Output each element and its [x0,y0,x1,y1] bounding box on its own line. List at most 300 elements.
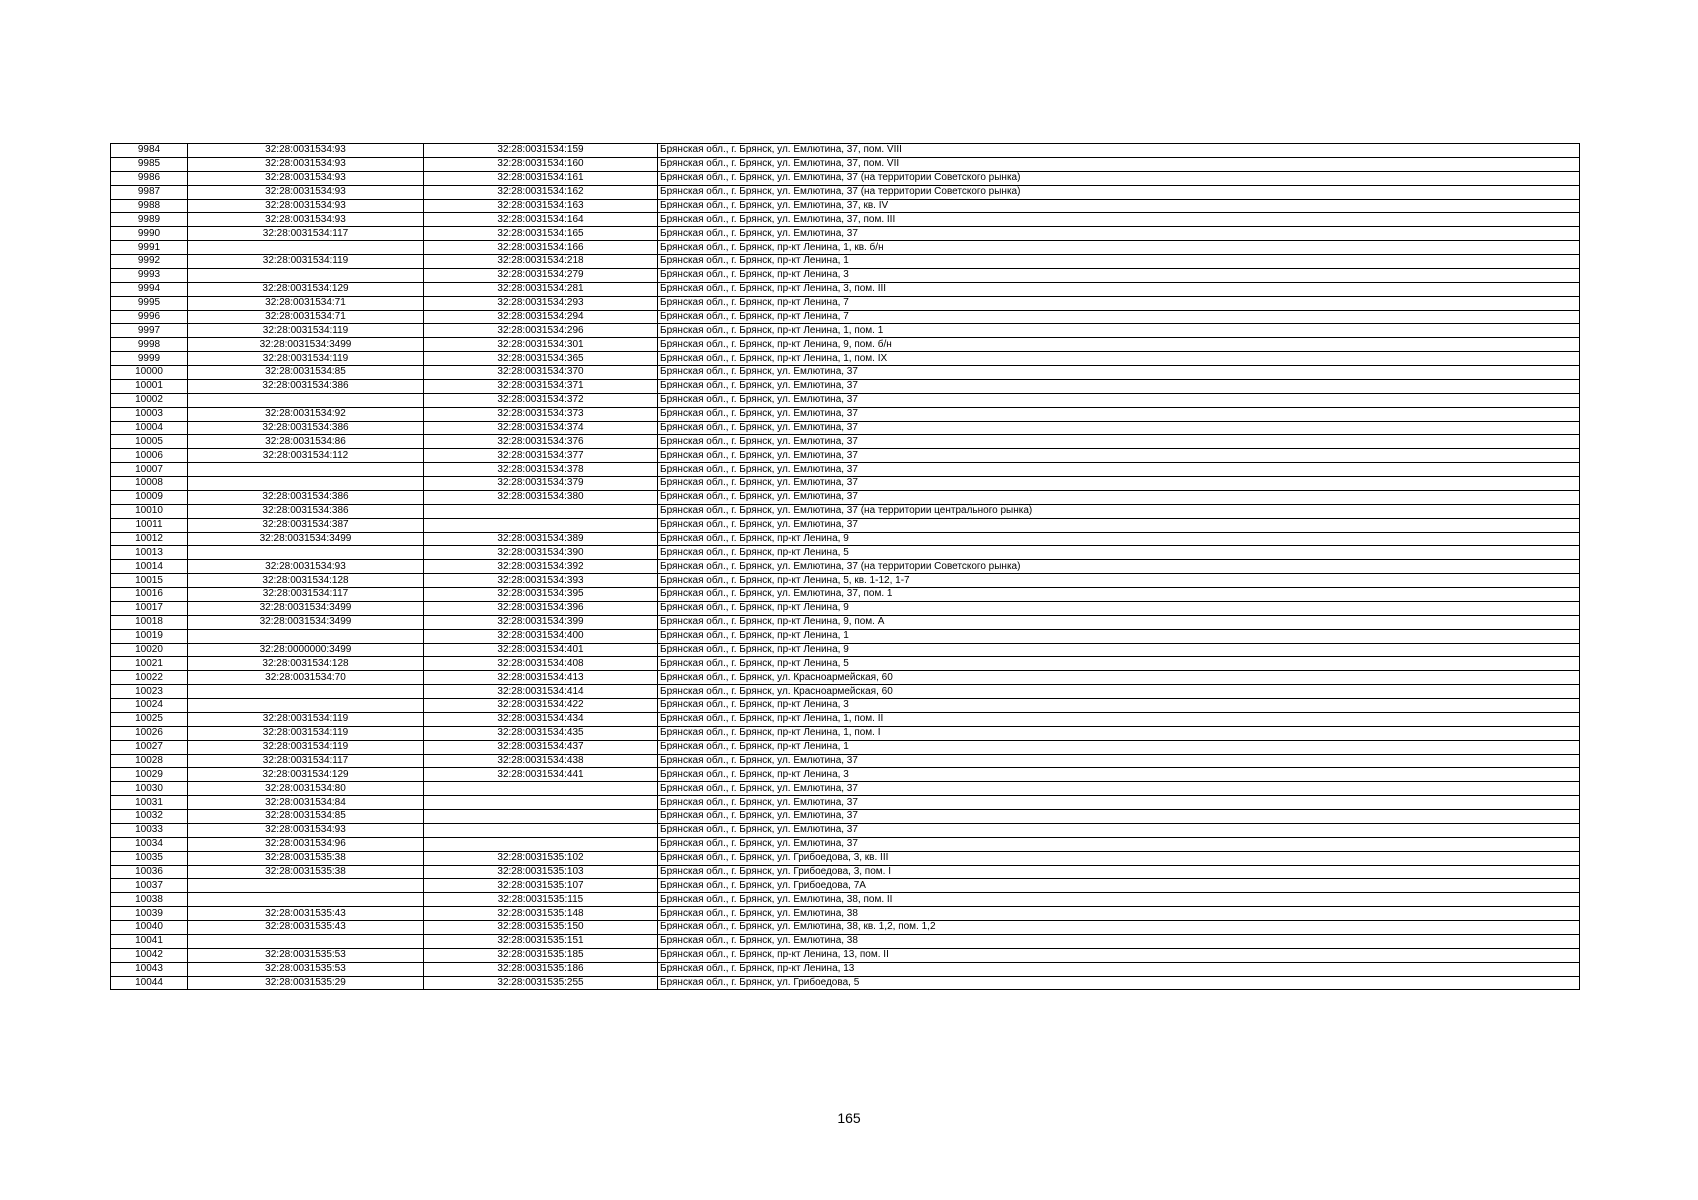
address-cell: Брянская обл., г. Брянск, пр-кт Ленина, 13, пом. II [658,948,1580,962]
address-cell: Брянская обл., г. Брянск, пр-кт Ленина, 1, кв. б/н [658,241,1580,255]
table-row [111,310,1580,324]
table-row [111,255,1580,269]
row-number-cell: 10042 [111,948,188,962]
row-number-cell: 10039 [111,907,188,921]
table-row [111,241,1580,255]
address-cell: Брянская обл., г. Брянск, пр-кт Ленина, 5, кв. 1-12, 1-7 [658,574,1580,588]
row-number-cell: 10003 [111,407,188,421]
cadastral-number-cell: 32:28:0031534:438 [424,754,658,768]
address-cell: Брянская обл., г. Брянск, ул. Емлютина, 37, пом. VII [658,157,1580,171]
parent-cadastral-number-cell: 32:28:0031534:119 [188,726,424,740]
table-row [111,921,1580,935]
table-row [111,685,1580,699]
row-number-cell: 9984 [111,144,188,158]
cadastral-number-cell: 32:28:0031535:103 [424,865,658,879]
table-row [111,865,1580,879]
parent-cadastral-number-cell: 32:28:0031534:93 [188,144,424,158]
cadastral-number-cell: 32:28:0031535:115 [424,893,658,907]
parent-cadastral-number-cell [188,477,424,491]
address-cell: Брянская обл., г. Брянск, ул. Емлютина, 37 [658,823,1580,837]
table-row [111,699,1580,713]
address-cell: Брянская обл., г. Брянск, пр-кт Ленина, 1, пом. IX [658,352,1580,366]
address-cell: Брянская обл., г. Брянск, пр-кт Ленина, 1, пом. I [658,726,1580,740]
row-number-cell: 10038 [111,893,188,907]
address-cell: Брянская обл., г. Брянск, ул. Емлютина, 37 [658,227,1580,241]
parent-cadastral-number-cell: 32:28:0031535:29 [188,976,424,990]
row-number-cell: 9988 [111,199,188,213]
row-number-cell: 9996 [111,310,188,324]
cadastral-number-cell: 32:28:0031535:150 [424,921,658,935]
cadastral-number-cell: 32:28:0031534:408 [424,657,658,671]
row-number-cell: 9999 [111,352,188,366]
cadastral-number-cell: 32:28:0031534:413 [424,671,658,685]
address-cell: Брянская обл., г. Брянск, ул. Грибоедова, 7А [658,879,1580,893]
row-number-cell: 9995 [111,296,188,310]
parent-cadastral-number-cell: 32:28:0031534:119 [188,712,424,726]
parent-cadastral-number-cell [188,393,424,407]
parent-cadastral-number-cell: 32:28:0031535:38 [188,851,424,865]
row-number-cell: 10044 [111,976,188,990]
table-row [111,768,1580,782]
cadastral-number-cell: 32:28:0031534:374 [424,421,658,435]
row-number-cell: 9987 [111,185,188,199]
row-number-cell: 9985 [111,157,188,171]
row-number-cell: 10029 [111,768,188,782]
parent-cadastral-number-cell [188,629,424,643]
row-number-cell: 9998 [111,338,188,352]
row-number-cell: 10006 [111,449,188,463]
address-cell: Брянская обл., г. Брянск, ул. Грибоедова, 5 [658,976,1580,990]
parent-cadastral-number-cell: 32:28:0031535:38 [188,865,424,879]
table-row [111,976,1580,990]
table-row [111,435,1580,449]
address-cell: Брянская обл., г. Брянск, пр-кт Ленина, 9 [658,601,1580,615]
table-row [111,490,1580,504]
cadastral-number-cell: 32:28:0031535:148 [424,907,658,921]
row-number-cell: 10041 [111,934,188,948]
parent-cadastral-number-cell: 32:28:0031535:43 [188,921,424,935]
address-cell: Брянская обл., г. Брянск, пр-кт Ленина, 9, пом. А [658,615,1580,629]
address-cell: Брянская обл., г. Брянск, пр-кт Ленина, 1, пом. II [658,712,1580,726]
address-cell: Брянская обл., г. Брянск, пр-кт Ленина, 7 [658,296,1580,310]
row-number-cell: 10008 [111,477,188,491]
table-row [111,268,1580,282]
address-cell: Брянская обл., г. Брянск, ул. Емлютина, 38, пом. II [658,893,1580,907]
address-cell: Брянская обл., г. Брянск, пр-кт Ленина, 1 [658,740,1580,754]
cadastral-number-cell: 32:28:0031535:185 [424,948,658,962]
address-cell: Брянская обл., г. Брянск, ул. Емлютина, 37 [658,366,1580,380]
table-row [111,574,1580,588]
table-row [111,643,1580,657]
cadastral-number-cell: 32:28:0031534:296 [424,324,658,338]
cadastral-number-cell [424,782,658,796]
address-cell: Брянская обл., г. Брянск, ул. Емлютина, 38 [658,907,1580,921]
row-number-cell: 10035 [111,851,188,865]
parent-cadastral-number-cell: 32:28:0031534:129 [188,282,424,296]
cadastral-number-cell [424,504,658,518]
row-number-cell: 9989 [111,213,188,227]
row-number-cell: 9997 [111,324,188,338]
parent-cadastral-number-cell: 32:28:0031534:386 [188,490,424,504]
row-number-cell: 10016 [111,588,188,602]
parent-cadastral-number-cell: 32:28:0031534:86 [188,435,424,449]
row-number-cell: 10009 [111,490,188,504]
cadastral-number-cell [424,837,658,851]
row-number-cell: 10017 [111,601,188,615]
table-row [111,352,1580,366]
cadastral-number-cell: 32:28:0031534:371 [424,379,658,393]
cadastral-number-cell: 32:28:0031535:102 [424,851,658,865]
address-cell: Брянская обл., г. Брянск, ул. Емлютина, 37 [658,393,1580,407]
cadastral-number-cell: 32:28:0031534:373 [424,407,658,421]
address-cell: Брянская обл., г. Брянск, ул. Емлютина, 37 [658,837,1580,851]
cadastral-number-cell: 32:28:0031534:159 [424,144,658,158]
cadastral-number-cell: 32:28:0031534:165 [424,227,658,241]
address-cell: Брянская обл., г. Брянск, пр-кт Ленина, 3 [658,268,1580,282]
cadastral-number-cell: 32:28:0031534:162 [424,185,658,199]
table-row [111,546,1580,560]
cadastral-number-cell: 32:28:0031534:160 [424,157,658,171]
table-row [111,185,1580,199]
address-cell: Брянская обл., г. Брянск, пр-кт Ленина, 1, пом. 1 [658,324,1580,338]
row-number-cell: 9991 [111,241,188,255]
row-number-cell: 10033 [111,823,188,837]
table-row [111,837,1580,851]
row-number-cell: 10028 [111,754,188,768]
parent-cadastral-number-cell [188,699,424,713]
parent-cadastral-number-cell: 32:28:0031534:3499 [188,338,424,352]
table-row [111,324,1580,338]
cadastral-number-cell: 32:28:0031534:392 [424,560,658,574]
table-row [111,726,1580,740]
address-cell: Брянская обл., г. Брянск, пр-кт Ленина, 7 [658,310,1580,324]
address-cell: Брянская обл., г. Брянск, ул. Емлютина, 37 [658,449,1580,463]
address-cell: Брянская обл., г. Брянск, пр-кт Ленина, 3 [658,699,1580,713]
parent-cadastral-number-cell: 32:28:0031534:117 [188,754,424,768]
row-number-cell: 10007 [111,463,188,477]
table-row [111,282,1580,296]
cadastral-number-cell: 32:28:0031534:379 [424,477,658,491]
table-row [111,810,1580,824]
parent-cadastral-number-cell: 32:28:0031534:119 [188,255,424,269]
parent-cadastral-number-cell: 32:28:0031534:129 [188,768,424,782]
address-cell: Брянская обл., г. Брянск, ул. Емлютина, 37 [658,477,1580,491]
cadastral-number-cell: 32:28:0031534:365 [424,352,658,366]
parent-cadastral-number-cell [188,685,424,699]
cadastral-number-cell: 32:28:0031534:434 [424,712,658,726]
row-number-cell: 10014 [111,560,188,574]
address-cell: Брянская обл., г. Брянск, ул. Емлютина, 37 [658,782,1580,796]
address-cell: Брянская обл., г. Брянск, ул. Емлютина, 37 [658,463,1580,477]
address-cell: Брянская обл., г. Брянск, ул. Емлютина, 37 [658,379,1580,393]
cadastral-number-cell: 32:28:0031534:435 [424,726,658,740]
table-row [111,796,1580,810]
parent-cadastral-number-cell: 32:28:0031534:387 [188,518,424,532]
table-row [111,449,1580,463]
parent-cadastral-number-cell: 32:28:0031534:93 [188,213,424,227]
row-number-cell: 10020 [111,643,188,657]
table-row [111,948,1580,962]
table-row [111,504,1580,518]
parent-cadastral-number-cell: 32:28:0031534:70 [188,671,424,685]
parent-cadastral-number-cell: 32:28:0031534:93 [188,185,424,199]
row-number-cell: 10043 [111,962,188,976]
address-cell: Брянская обл., г. Брянск, ул. Емлютина, 37 [658,407,1580,421]
table-row [111,157,1580,171]
address-cell: Брянская обл., г. Брянск, пр-кт Ленина, 3 [658,768,1580,782]
table-row [111,823,1580,837]
cadastral-number-cell: 32:28:0031534:422 [424,699,658,713]
property-register-table [110,143,1580,990]
cadastral-number-cell: 32:28:0031534:437 [424,740,658,754]
address-cell: Брянская обл., г. Брянск, пр-кт Ленина, 13 [658,962,1580,976]
parent-cadastral-number-cell: 32:28:0031534:85 [188,366,424,380]
address-cell: Брянская обл., г. Брянск, пр-кт Ленина, 9 [658,643,1580,657]
cadastral-number-cell: 32:28:0031534:378 [424,463,658,477]
row-number-cell: 10010 [111,504,188,518]
table-row [111,560,1580,574]
cadastral-number-cell: 32:28:0031534:293 [424,296,658,310]
row-number-cell: 10030 [111,782,188,796]
parent-cadastral-number-cell: 32:28:0031534:386 [188,421,424,435]
cadastral-number-cell: 32:28:0031534:389 [424,532,658,546]
address-cell: Брянская обл., г. Брянск, ул. Емлютина, 37 [658,421,1580,435]
table-row [111,962,1580,976]
cadastral-number-cell: 32:28:0031534:393 [424,574,658,588]
row-number-cell: 10022 [111,671,188,685]
table-row [111,532,1580,546]
parent-cadastral-number-cell [188,463,424,477]
address-cell: Брянская обл., г. Брянск, ул. Емлютина, 37 [658,810,1580,824]
parent-cadastral-number-cell: 32:28:0031534:386 [188,504,424,518]
parent-cadastral-number-cell [188,546,424,560]
cadastral-number-cell: 32:28:0031534:380 [424,490,658,504]
cadastral-number-cell: 32:28:0031534:399 [424,615,658,629]
cadastral-number-cell: 32:28:0031534:370 [424,366,658,380]
cadastral-number-cell [424,796,658,810]
row-number-cell: 10040 [111,921,188,935]
parent-cadastral-number-cell: 32:28:0031535:53 [188,962,424,976]
parent-cadastral-number-cell: 32:28:0031534:92 [188,407,424,421]
address-cell: Брянская обл., г. Брянск, ул. Емлютина, 37 [658,754,1580,768]
row-number-cell: 10015 [111,574,188,588]
address-cell: Брянская обл., г. Брянск, ул. Емлютина, 37, пом. VIII [658,144,1580,158]
row-number-cell: 10019 [111,629,188,643]
row-number-cell: 10024 [111,699,188,713]
parent-cadastral-number-cell: 32:28:0031534:93 [188,560,424,574]
parent-cadastral-number-cell: 32:28:0031534:119 [188,352,424,366]
parent-cadastral-number-cell [188,879,424,893]
cadastral-number-cell: 32:28:0031534:441 [424,768,658,782]
parent-cadastral-number-cell: 32:28:0031534:93 [188,171,424,185]
row-number-cell: 10002 [111,393,188,407]
parent-cadastral-number-cell: 32:28:0000000:3499 [188,643,424,657]
parent-cadastral-number-cell: 32:28:0031534:386 [188,379,424,393]
table-row [111,338,1580,352]
table-row [111,601,1580,615]
table-row [111,518,1580,532]
row-number-cell: 9990 [111,227,188,241]
table-row [111,657,1580,671]
row-number-cell: 10034 [111,837,188,851]
table-row [111,782,1580,796]
table-row [111,934,1580,948]
address-cell: Брянская обл., г. Брянск, ул. Емлютина, 37, кв. IV [658,199,1580,213]
parent-cadastral-number-cell: 32:28:0031534:117 [188,227,424,241]
row-number-cell: 10005 [111,435,188,449]
table-row [111,629,1580,643]
parent-cadastral-number-cell: 32:28:0031534:84 [188,796,424,810]
address-cell: Брянская обл., г. Брянск, ул. Емлютина, 37, пом. 1 [658,588,1580,602]
cadastral-number-cell: 32:28:0031534:395 [424,588,658,602]
cadastral-number-cell: 32:28:0031535:186 [424,962,658,976]
cadastral-number-cell: 32:28:0031534:377 [424,449,658,463]
row-number-cell: 10012 [111,532,188,546]
cadastral-number-cell: 32:28:0031534:372 [424,393,658,407]
address-cell: Брянская обл., г. Брянск, пр-кт Ленина, 1 [658,629,1580,643]
row-number-cell: 10025 [111,712,188,726]
cadastral-number-cell: 32:28:0031534:161 [424,171,658,185]
parent-cadastral-number-cell [188,241,424,255]
parent-cadastral-number-cell: 32:28:0031534:85 [188,810,424,824]
address-cell: Брянская обл., г. Брянск, ул. Емлютина, 37 (на территории центрального рынка) [658,504,1580,518]
cadastral-number-cell: 32:28:0031534:279 [424,268,658,282]
cadastral-number-cell: 32:28:0031534:414 [424,685,658,699]
address-cell: Брянская обл., г. Брянск, ул. Емлютина, 37 [658,796,1580,810]
row-number-cell: 9992 [111,255,188,269]
address-cell: Брянская обл., г. Брянск, ул. Красноармейская, 60 [658,685,1580,699]
cadastral-number-cell: 32:28:0031534:218 [424,255,658,269]
page-number: 165 [837,1110,861,1126]
table-row [111,477,1580,491]
table-row [111,407,1580,421]
table-row [111,227,1580,241]
cadastral-number-cell [424,810,658,824]
parent-cadastral-number-cell: 32:28:0031535:53 [188,948,424,962]
parent-cadastral-number-cell: 32:28:0031534:96 [188,837,424,851]
row-number-cell: 10001 [111,379,188,393]
table-row [111,379,1580,393]
address-cell: Брянская обл., г. Брянск, ул. Емлютина, 37 [658,490,1580,504]
parent-cadastral-number-cell: 32:28:0031534:3499 [188,601,424,615]
register-table-body [111,144,1580,990]
table-row [111,712,1580,726]
row-number-cell: 9986 [111,171,188,185]
parent-cadastral-number-cell: 32:28:0031534:112 [188,449,424,463]
table-row [111,671,1580,685]
table-row [111,893,1580,907]
table-row [111,615,1580,629]
row-number-cell: 10011 [111,518,188,532]
table-row [111,296,1580,310]
table-row [111,366,1580,380]
cadastral-number-cell: 32:28:0031534:396 [424,601,658,615]
address-cell: Брянская обл., г. Брянск, пр-кт Ленина, 9, пом. б/н [658,338,1580,352]
address-cell: Брянская обл., г. Брянск, ул. Красноармейская, 60 [658,671,1580,685]
row-number-cell: 10037 [111,879,188,893]
address-cell: Брянская обл., г. Брянск, пр-кт Ленина, 5 [658,546,1580,560]
parent-cadastral-number-cell: 32:28:0031534:119 [188,324,424,338]
parent-cadastral-number-cell: 32:28:0031534:119 [188,740,424,754]
cadastral-number-cell: 32:28:0031534:376 [424,435,658,449]
row-number-cell: 10013 [111,546,188,560]
parent-cadastral-number-cell: 32:28:0031534:128 [188,657,424,671]
table-row [111,754,1580,768]
parent-cadastral-number-cell: 32:28:0031534:71 [188,296,424,310]
cadastral-number-cell: 32:28:0031534:301 [424,338,658,352]
row-number-cell: 10000 [111,366,188,380]
parent-cadastral-number-cell: 32:28:0031534:3499 [188,615,424,629]
address-cell: Брянская обл., г. Брянск, ул. Емлютина, 37 (на территории Советского рынка) [658,185,1580,199]
row-number-cell: 10018 [111,615,188,629]
cadastral-number-cell: 32:28:0031534:390 [424,546,658,560]
cadastral-number-cell: 32:28:0031535:107 [424,879,658,893]
row-number-cell: 10004 [111,421,188,435]
cadastral-number-cell: 32:28:0031534:400 [424,629,658,643]
cadastral-number-cell: 32:28:0031534:281 [424,282,658,296]
cadastral-number-cell: 32:28:0031534:166 [424,241,658,255]
address-cell: Брянская обл., г. Брянск, ул. Грибоедова, 3, кв. III [658,851,1580,865]
cadastral-number-cell: 32:28:0031534:164 [424,213,658,227]
table-row [111,421,1580,435]
address-cell: Брянская обл., г. Брянск, ул. Емлютина, 37 [658,518,1580,532]
address-cell: Брянская обл., г. Брянск, ул. Емлютина, 38 [658,934,1580,948]
address-cell: Брянская обл., г. Брянск, пр-кт Ленина, 3, пом. III [658,282,1580,296]
parent-cadastral-number-cell [188,934,424,948]
cadastral-number-cell: 32:28:0031534:401 [424,643,658,657]
address-cell: Брянская обл., г. Брянск, ул. Емлютина, 37, пом. III [658,213,1580,227]
parent-cadastral-number-cell [188,893,424,907]
table-row [111,588,1580,602]
address-cell: Брянская обл., г. Брянск, ул. Емлютина, 37 [658,435,1580,449]
cadastral-number-cell: 32:28:0031534:163 [424,199,658,213]
address-cell: Брянская обл., г. Брянск, ул. Грибоедова, 3, пом. I [658,865,1580,879]
row-number-cell: 9994 [111,282,188,296]
address-cell: Брянская обл., г. Брянск, пр-кт Ленина, 5 [658,657,1580,671]
address-cell: Брянская обл., г. Брянск, пр-кт Ленина, 1 [658,255,1580,269]
table-row [111,213,1580,227]
address-cell: Брянская обл., г. Брянск, ул. Емлютина, 37 (на территории Советского рынка) [658,171,1580,185]
row-number-cell: 10027 [111,740,188,754]
row-number-cell: 10036 [111,865,188,879]
row-number-cell: 10023 [111,685,188,699]
parent-cadastral-number-cell: 32:28:0031534:128 [188,574,424,588]
address-cell: Брянская обл., г. Брянск, ул. Емлютина, 38, кв. 1,2, пом. 1,2 [658,921,1580,935]
cadastral-number-cell: 32:28:0031535:151 [424,934,658,948]
table-row [111,740,1580,754]
row-number-cell: 10021 [111,657,188,671]
table-row [111,144,1580,158]
parent-cadastral-number-cell: 32:28:0031534:93 [188,199,424,213]
cadastral-number-cell [424,518,658,532]
table-row [111,171,1580,185]
table-row [111,199,1580,213]
table-row [111,463,1580,477]
cadastral-number-cell: 32:28:0031534:294 [424,310,658,324]
parent-cadastral-number-cell: 32:28:0031534:71 [188,310,424,324]
parent-cadastral-number-cell: 32:28:0031535:43 [188,907,424,921]
address-cell: Брянская обл., г. Брянск, ул. Емлютина, 37 (на территории Советского рынка) [658,560,1580,574]
table-row [111,393,1580,407]
table-row [111,879,1580,893]
table-row [111,851,1580,865]
parent-cadastral-number-cell [188,268,424,282]
address-cell: Брянская обл., г. Брянск, пр-кт Ленина, 9 [658,532,1580,546]
cadastral-number-cell [424,823,658,837]
parent-cadastral-number-cell: 32:28:0031534:80 [188,782,424,796]
row-number-cell: 10026 [111,726,188,740]
row-number-cell: 10031 [111,796,188,810]
